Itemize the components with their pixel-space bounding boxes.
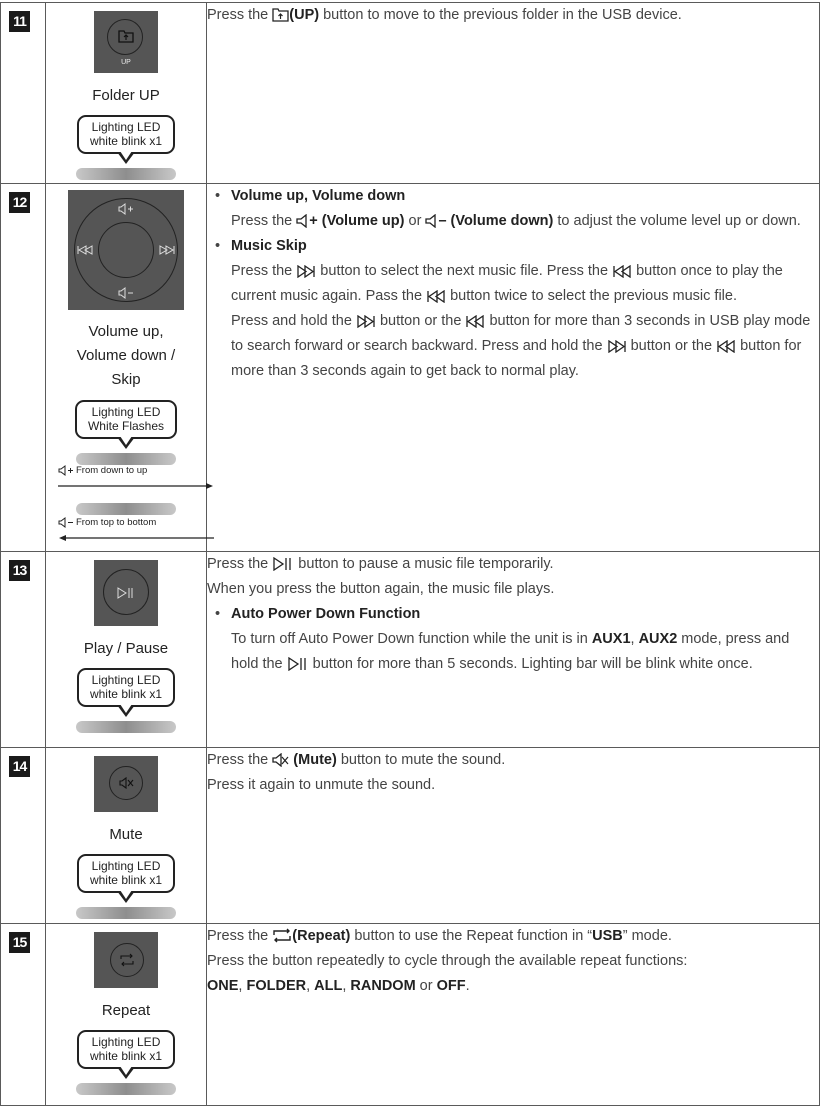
- volume-down-icon: [58, 517, 76, 528]
- mute-button-image: [94, 756, 158, 812]
- play-pause-icon: [287, 657, 309, 671]
- button-reference-table: [0, 2, 820, 1106]
- mute-text: Press the (Mute) button to mute the sound.: [207, 752, 506, 768]
- row-number-cell: [1, 552, 46, 748]
- button-name: Volume up, Volume down / Skip: [76, 323, 176, 388]
- skip-back-icon: [77, 245, 93, 255]
- table-row: [1, 184, 820, 552]
- row-number-cell: [1, 748, 46, 924]
- button-visual-cell: [46, 184, 207, 552]
- led-bubble: Lighting LED white blink x1: [77, 1030, 175, 1069]
- repeat-button-image: [94, 932, 158, 988]
- play-pause-icon: [272, 557, 294, 571]
- led-bar: [76, 453, 176, 465]
- volume-icon: [296, 214, 309, 228]
- skip-forward-icon: [356, 315, 376, 328]
- mute-icon: [119, 777, 135, 789]
- row-number: 15: [9, 932, 30, 953]
- volume-up-direction: From down to up: [58, 465, 206, 499]
- description-cell: Press the button to pause a music file temporarily. When you press the button again, the music file plays. • Auto Power Down Function To turn off Auto Power Down function while the unit is in AUX1, AUX2 mode, press and hold the button for more than 5 seconds. Lighting bar will be blink white once.: [207, 552, 820, 748]
- skip-forward-icon: [607, 340, 627, 353]
- up-label: UP: [121, 59, 131, 66]
- led-bubble: Lighting LED white blink x1: [77, 668, 175, 707]
- led-bar: [76, 721, 176, 733]
- bullet-auto-power: • Auto Power Down Function: [215, 606, 421, 622]
- folder-up-button-image: [94, 11, 158, 73]
- row-number-cell: [1, 924, 46, 1106]
- table-row: [1, 3, 820, 184]
- row-number: 12: [9, 192, 30, 213]
- button-visual-cell: [46, 748, 207, 924]
- bullet-skip: • Music Skip: [215, 238, 307, 254]
- description-cell: [207, 3, 820, 184]
- led-bubble: Lighting LED white blink x1: [77, 854, 175, 893]
- button-visual-cell: [46, 3, 207, 184]
- table-row: [1, 552, 820, 748]
- row-number: 14: [9, 756, 30, 777]
- volume-up-icon: [58, 465, 76, 476]
- led-bar: [76, 168, 176, 180]
- skip-forward-icon: [296, 265, 316, 278]
- skip-text-2: Press and hold the button or the button for more than 3 seconds in USB play mode to search forward or search backward. Press and hold the button or the button for more than 3 seconds again to get back to normal play.: [231, 313, 811, 379]
- row-number-cell: [1, 3, 46, 184]
- table-row: [1, 748, 820, 924]
- led-bar: [76, 907, 176, 919]
- button-name: Repeat: [101, 1002, 151, 1019]
- volume-skip-dial-image: [68, 190, 184, 310]
- led-bar: [76, 1083, 176, 1095]
- repeat-text: Press the (Repeat) button to use the Repeat function in “USB” mode.: [207, 928, 672, 944]
- row-number-cell: [1, 184, 46, 552]
- volume-icon: [425, 214, 438, 228]
- led-bar: [76, 503, 176, 515]
- play-pause-text: Press the button to pause a music file temporarily.: [207, 556, 554, 572]
- description-cell: [207, 184, 820, 552]
- volume-text: Press the + (Volume up) or – (Volume down) to adjust the volume level up or down.: [231, 213, 801, 229]
- row-number: 13: [9, 560, 30, 581]
- auto-power-text: To turn off Auto Power Down function while the unit is in AUX1, AUX2 mode, press and hold the button for more than 5 seconds. Lighting bar will be blink white once.: [231, 631, 790, 672]
- led-bubble: Lighting LED white blink x1: [77, 115, 175, 154]
- skip-back-icon: [465, 315, 485, 328]
- folder-up-icon: [118, 29, 134, 43]
- mute-icon: [272, 753, 289, 767]
- button-visual-cell: [46, 552, 207, 748]
- skip-forward-icon: [159, 245, 175, 255]
- repeat-options: ONE, FOLDER, ALL, RANDOM or OFF.: [207, 978, 470, 994]
- description-cell: Press the (Mute) button to mute the sound. Press it again to unmute the sound.: [207, 748, 820, 924]
- skip-back-icon: [426, 290, 446, 303]
- repeat-icon: [272, 928, 292, 943]
- description-cell: Press the (Repeat) button to use the Repeat function in “USB” mode. Press the button repeatedly to cycle through the available repeat functions: ONE, FOLDER, ALL, RANDOM or OFF.: [207, 924, 820, 1106]
- button-name: Folder UP: [92, 87, 160, 104]
- skip-back-icon: [716, 340, 736, 353]
- bullet-volume: • Volume up, Volume down: [215, 188, 406, 204]
- volume-up-icon: [118, 203, 136, 215]
- repeat-icon: [119, 953, 135, 967]
- description-text: Press the (UP) button to move to the previous folder in the USB device.: [207, 7, 682, 23]
- button-visual-cell: [46, 924, 207, 1106]
- button-name: Mute: [109, 826, 143, 843]
- skip-back-icon: [612, 265, 632, 278]
- skip-text-1: Press the button to select the next music file. Press the button once to play the current music again. Pass the button twice to select the previous music file.: [231, 263, 783, 304]
- folder-up-icon: [272, 7, 289, 22]
- volume-down-direction: From top to bottom: [58, 517, 206, 551]
- button-name: Play / Pause: [83, 640, 169, 657]
- table-row: [1, 924, 820, 1106]
- row-number: 11: [9, 11, 30, 32]
- play-pause-icon: [117, 587, 135, 599]
- volume-down-icon: [118, 287, 136, 299]
- play-pause-button-image: [94, 560, 158, 626]
- led-bubble: Lighting LED White Flashes: [75, 400, 177, 439]
